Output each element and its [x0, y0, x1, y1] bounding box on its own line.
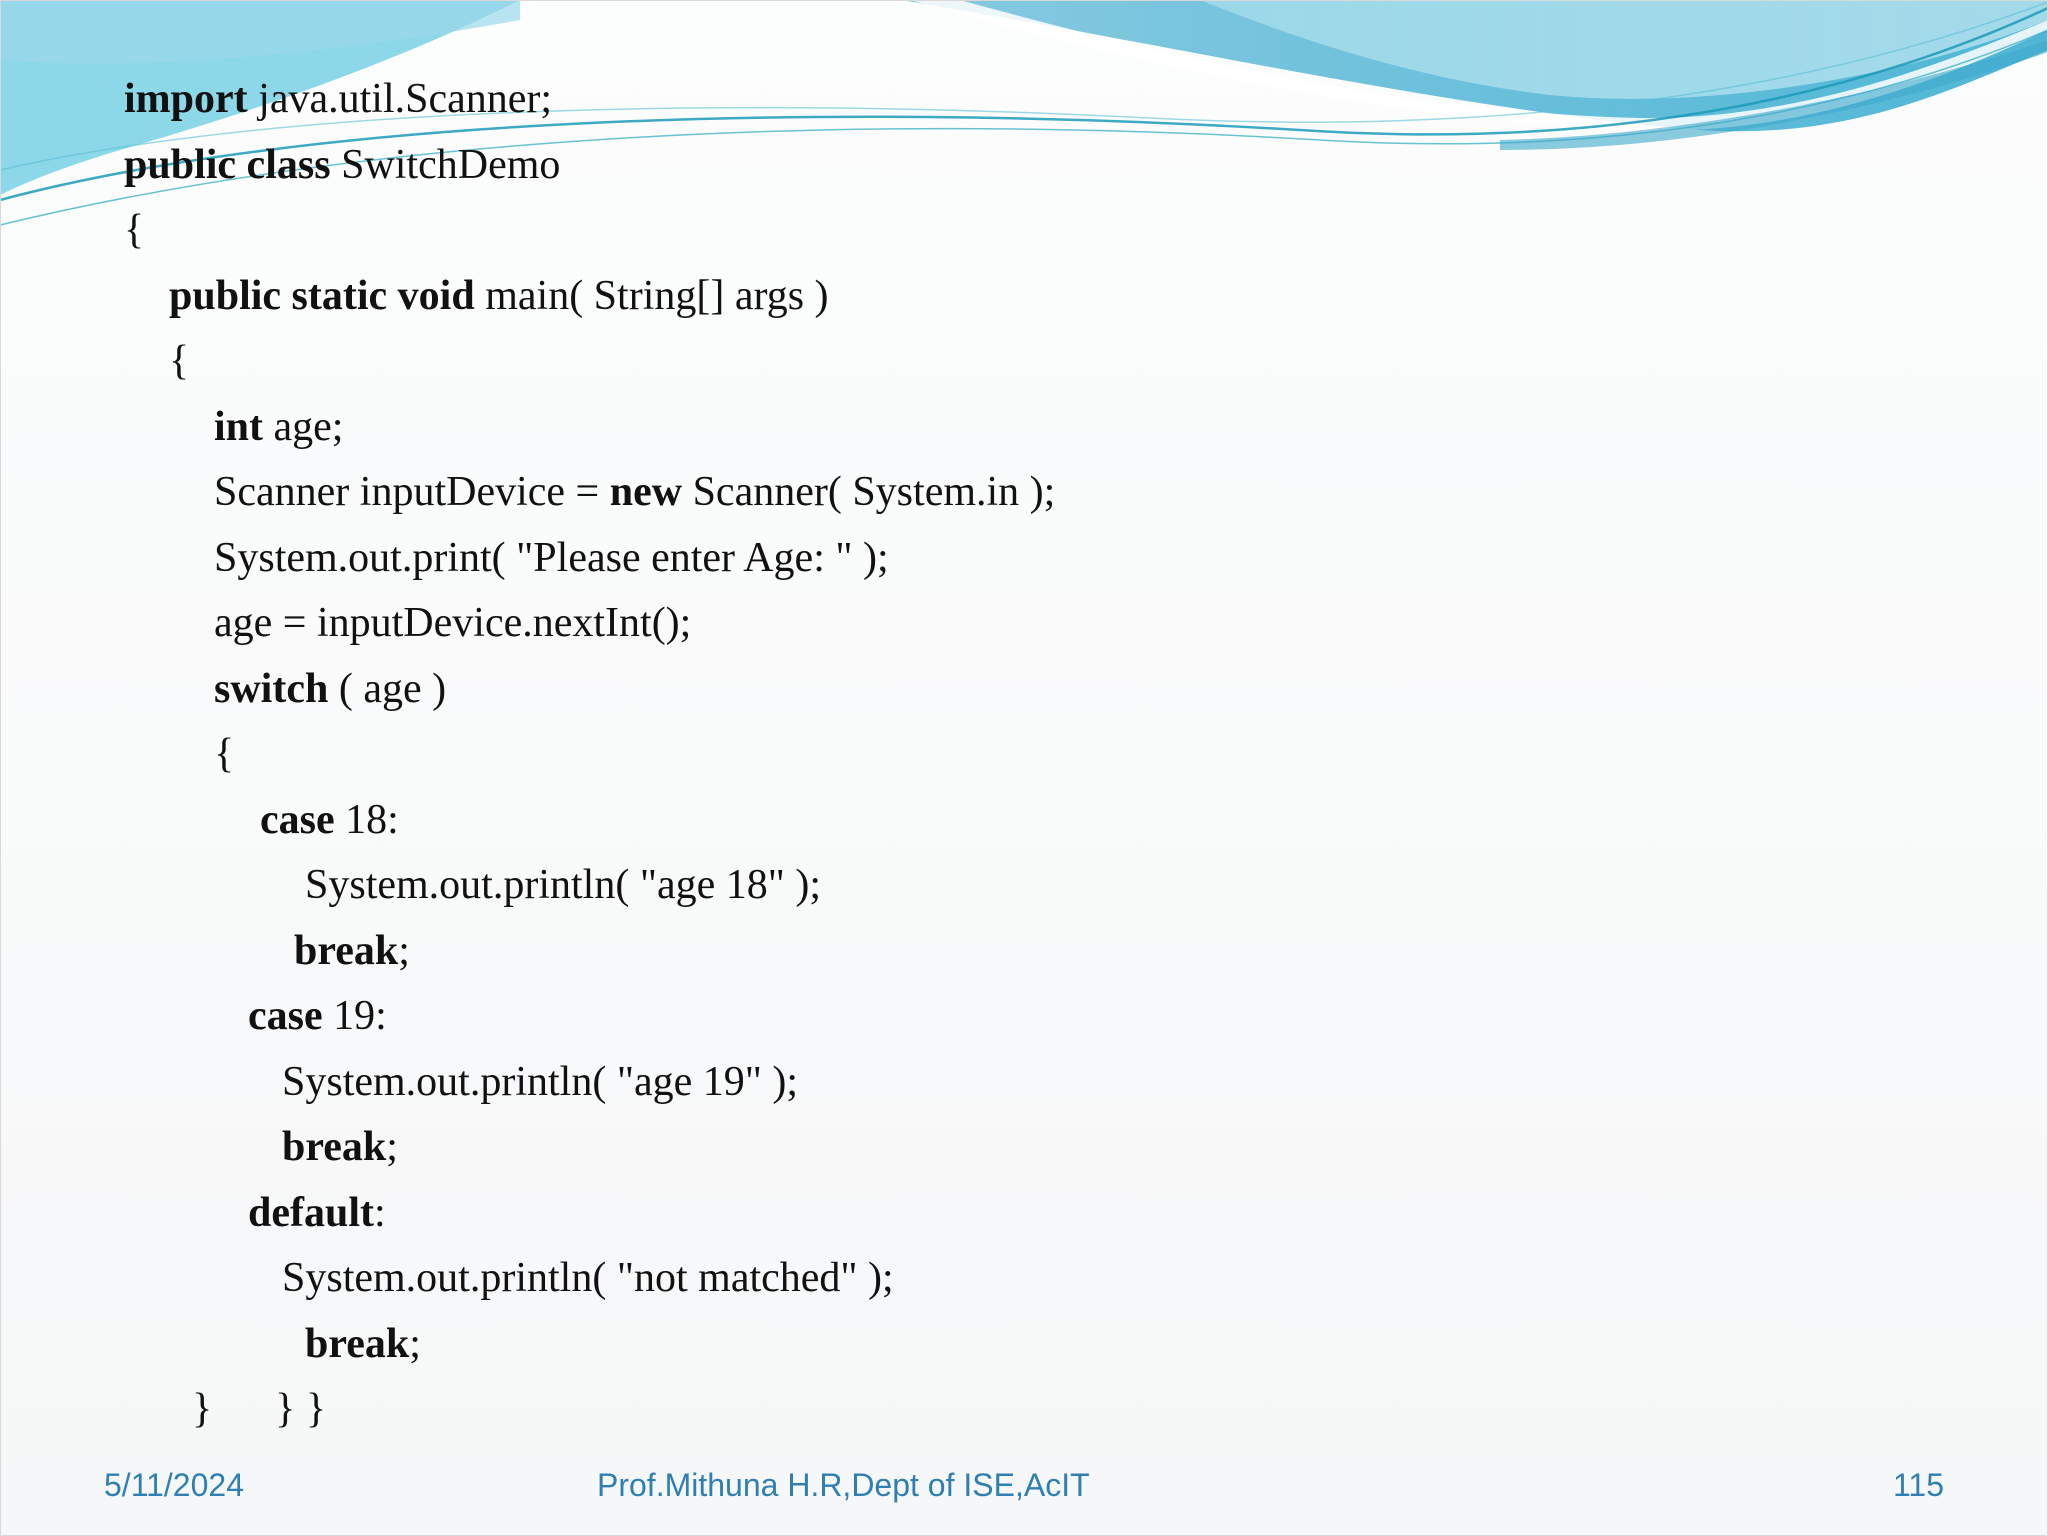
code-text: ; — [409, 1320, 421, 1367]
code-line — [282, 1257, 894, 1299]
code-line — [124, 78, 552, 120]
code-keyword: case — [260, 796, 335, 843]
footer-page-number: 115 — [1892, 1467, 1944, 1503]
code-line — [169, 340, 189, 382]
code-line — [214, 665, 447, 712]
code-text: java.util.Scanner; — [247, 76, 553, 122]
code-line — [294, 927, 410, 974]
code-line — [214, 602, 691, 644]
code-keyword: new — [609, 469, 683, 515]
code-text: { — [169, 338, 190, 384]
code-line — [169, 272, 829, 319]
code-keyword: public class — [124, 141, 331, 188]
code-text: age; — [263, 403, 344, 450]
code-text: SwitchDemo — [330, 141, 561, 188]
code-line — [214, 471, 1055, 513]
code-line — [305, 1320, 421, 1367]
code-keyword: break — [282, 1124, 387, 1170]
code-keyword: import — [124, 76, 248, 122]
code-text: { — [214, 731, 235, 777]
code-text: System.out.println( "age 19" ); — [282, 1058, 799, 1105]
code-line — [214, 534, 889, 581]
code-text: ( age ) — [328, 665, 447, 712]
code-line — [282, 1058, 799, 1105]
code-line — [214, 733, 234, 775]
code-text: System.out.println( "age 18" ); — [305, 862, 822, 908]
code-text: age = inputDevice.nextInt(); — [214, 600, 692, 646]
code-keyword: break — [305, 1320, 410, 1367]
footer-author: Prof.Mithuna H.R,Dept of ISE,AcIT — [597, 1467, 1090, 1503]
code-line — [214, 403, 344, 450]
code-text: System.out.println( "not matched" ); — [282, 1255, 894, 1301]
code-keyword: switch — [214, 665, 329, 712]
code-text: 19: — [322, 993, 387, 1039]
code-line — [124, 209, 144, 251]
code-text: ; — [386, 1124, 398, 1170]
code-text: { — [124, 207, 145, 253]
code-keyword: int — [214, 403, 264, 450]
code-line — [305, 864, 821, 906]
code-text: Scanner( System.in ); — [682, 469, 1056, 515]
code-text: : — [374, 1189, 386, 1236]
code-keyword: public static void — [169, 272, 475, 319]
code-keyword: case — [248, 993, 323, 1039]
code-line — [260, 796, 399, 843]
code-line — [248, 995, 387, 1037]
code-text: 18: — [334, 796, 399, 843]
code-line — [248, 1189, 386, 1236]
code-text: Scanner inputDevice = — [214, 469, 610, 515]
code-line — [282, 1126, 398, 1168]
code-keyword: break — [294, 927, 399, 974]
code-text: System.out.print( "Please enter Age: " ); — [214, 534, 889, 581]
code-text: } } } — [192, 1386, 326, 1432]
footer-date: 5/11/2024 — [104, 1467, 244, 1503]
code-line — [192, 1388, 326, 1430]
code-line — [124, 141, 561, 188]
code-text: main( String[] args ) — [474, 272, 829, 319]
code-keyword: default — [248, 1189, 374, 1236]
code-text: ; — [398, 927, 410, 974]
